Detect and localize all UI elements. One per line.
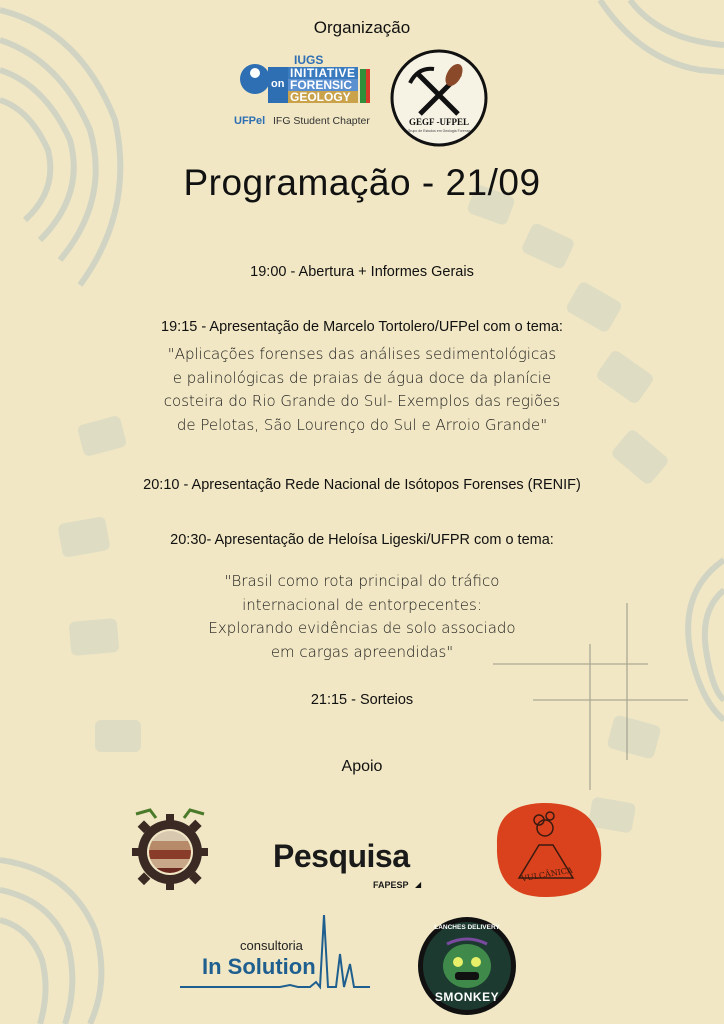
support-label: Apoio <box>341 758 383 775</box>
pesquisa-fapesp-logo <box>273 838 433 893</box>
schedule-item-2030: 20:30- Apresentação de Heloísa Ligeski/UFPR com o tema: <box>170 532 554 548</box>
gegf-ufpel-logo <box>390 49 488 147</box>
smonkey-logo <box>417 916 517 1016</box>
topic-2030-line-3: Explorando evidências de solo associado <box>208 619 516 637</box>
vulcanica-text: VULCÂNICA <box>520 865 574 884</box>
gegf-sub: Grupo de Estudos em Geologia Forense <box>407 129 471 133</box>
schedule-item-2010: 20:10 - Apresentação Rede Nacional de Isótopos Forenses (RENIF) <box>143 477 581 493</box>
topic-2030-line-1: "Brasil como rota principal do tráfico <box>224 572 500 590</box>
schedule-item-1915-topic <box>0 343 724 437</box>
schedule-item-2030-topic <box>0 570 724 664</box>
volcano-icon <box>487 800 605 900</box>
insolution-solution-text: Solution <box>227 954 316 979</box>
insolution-main-text <box>202 954 316 980</box>
smonkey-main-text: SMONKEY <box>434 990 500 1004</box>
iugs-text-on: on <box>271 78 285 90</box>
topic-1915-line-3: costeira do Rio Grande do Sul- Exemplos das regiões <box>163 392 561 410</box>
organization-label: Organização <box>313 18 411 37</box>
insolution-logo <box>180 914 370 990</box>
topic-1915-line-2: e palinológicas de praias de água doce da planície <box>172 368 552 387</box>
fapesp-triangle-icon: ◢ <box>415 880 422 889</box>
topic-1915-line-4: de Pelotas, São Lourenço do Sul e Arroio Grande" <box>176 415 548 434</box>
pesquisa-text: Pesquisa <box>273 838 410 874</box>
gegf-label: GEGF -UFPEL <box>409 117 469 127</box>
page-title: Programação - 21/09 <box>183 162 541 203</box>
vulcanica-logo <box>487 800 605 900</box>
insolution-in-text: In <box>202 954 228 979</box>
schedule-item-2115: 21:15 - Sorteios <box>310 692 414 708</box>
iugs-text-line3: FORENSIC <box>290 78 353 92</box>
iugs-text-line4: GEOLOGY <box>290 90 351 104</box>
topic-2030-line-2: internacional de entorpecentes: <box>242 595 482 614</box>
iugs-forensic-geology-logo <box>234 53 373 130</box>
geology-gear-logo <box>126 806 214 894</box>
iugs-text-line1: IUGS <box>294 53 324 67</box>
schedule-item-1900: 19:00 - Abertura + Informes Gerais <box>250 264 474 280</box>
iugs-text-line2: INITIATIVE <box>290 66 356 80</box>
fapesp-text: FAPESP <box>373 880 409 890</box>
topic-2030-line-4: em cargas apreendidas" <box>270 642 454 661</box>
iugs-text-ufpel: UFPel <box>234 115 266 127</box>
insolution-consultoria-text: consultoria <box>240 938 303 953</box>
gear-hammer-icon <box>126 806 214 894</box>
smonkey-top-text: LANCHES DELIVERY <box>434 924 500 931</box>
topic-1915-line-1: "Aplicações forenses das análises sedimentológicas <box>167 345 557 363</box>
iugs-text-chapter: IFG Student Chapter <box>273 115 370 127</box>
schedule-item-1915: 19:15 - Apresentação de Marcelo Tortolero/UFPel com o tema: <box>161 319 563 335</box>
